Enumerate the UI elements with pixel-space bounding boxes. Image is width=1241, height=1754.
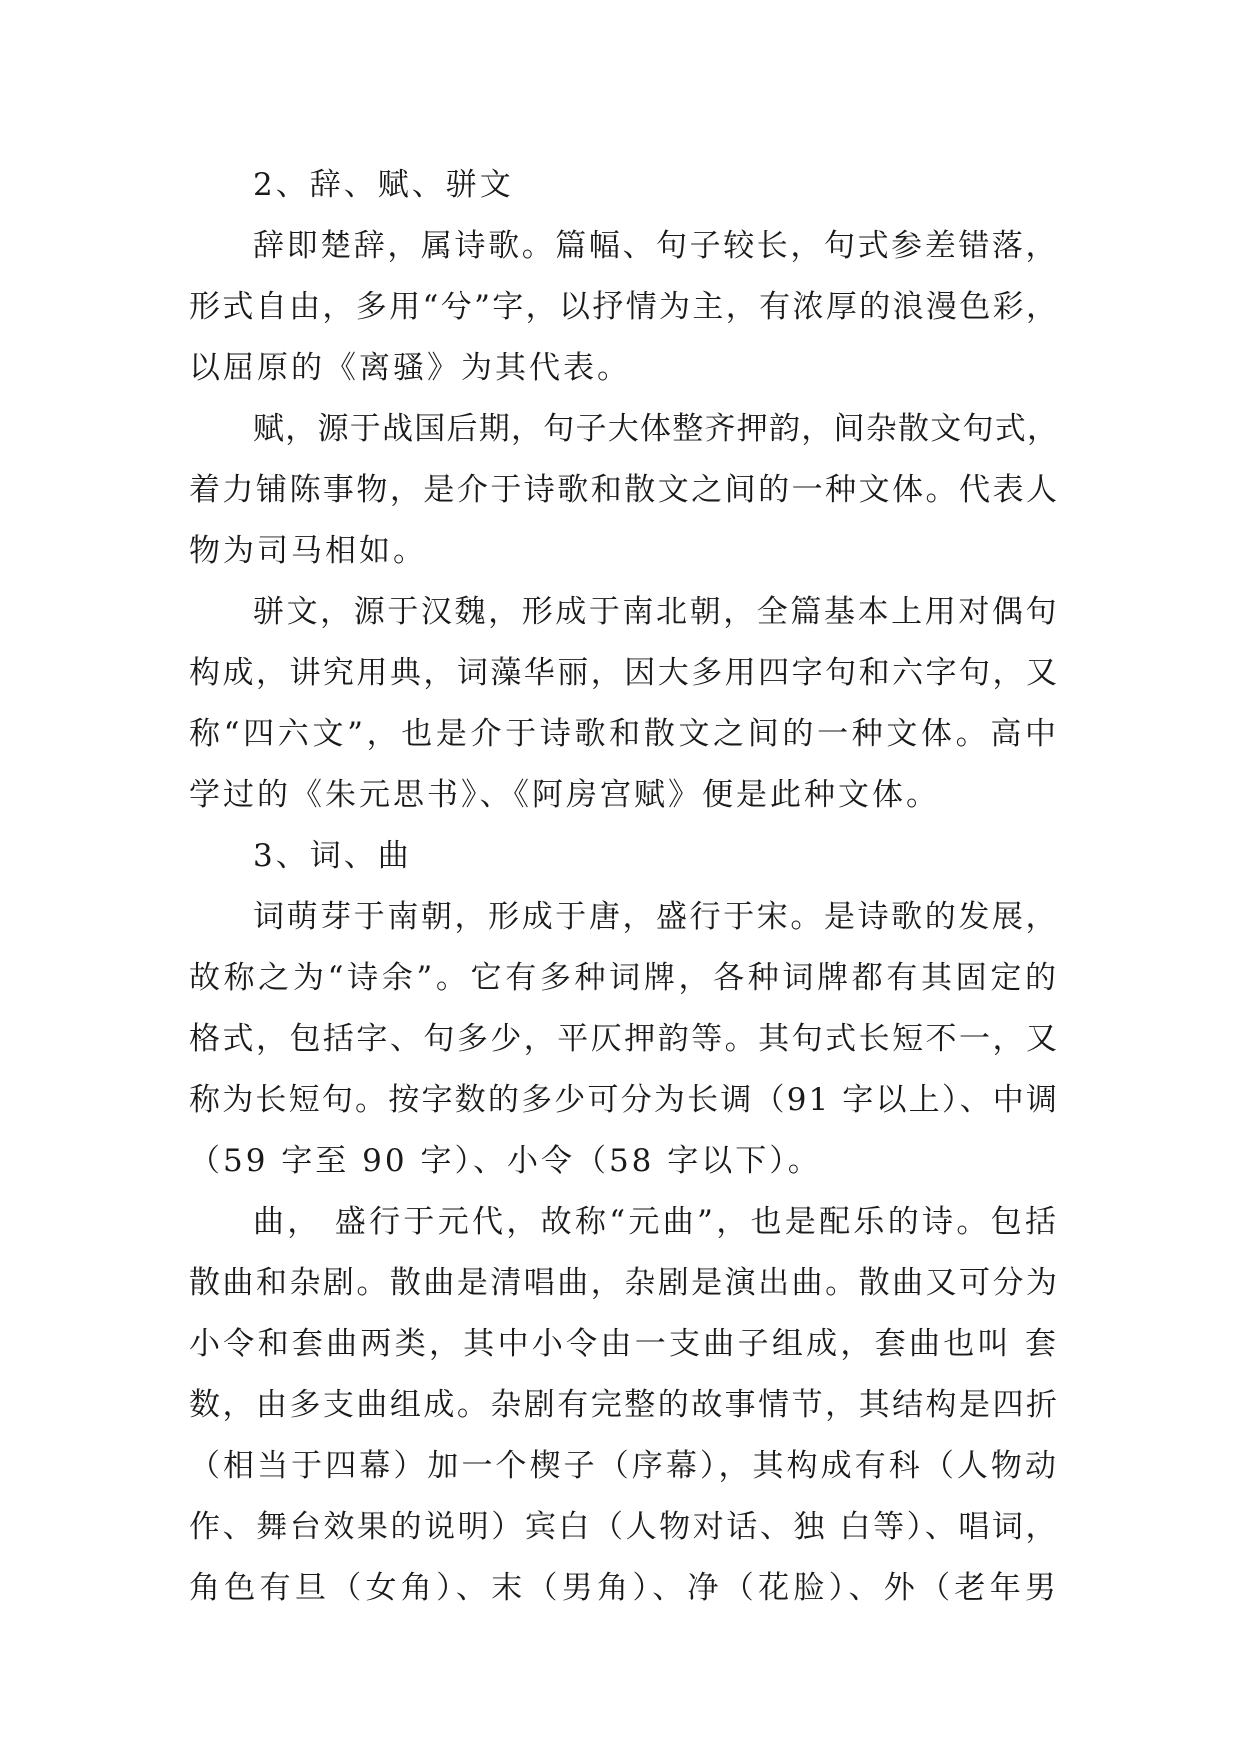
text-line: 辞即楚辞，属诗歌。篇幅、句子较长，句式参差错落，: [253, 228, 1059, 264]
text-line: 故称之为“诗余”。它有多种词牌，各种词牌都有其固定的: [189, 960, 1059, 996]
text-line: 小令和套曲两类，其中小令由一支曲子组成，套曲也叫 套: [189, 1326, 1059, 1362]
text-line: 形式自由，多用“兮”字，以抒情为主，有浓厚的浪漫色彩，: [189, 289, 1059, 325]
text-line: 称为长短句。按字数的多少可分为长调（91 字以上）、中调: [189, 1082, 1059, 1118]
text-line: 2、辞、赋、骈文: [253, 167, 514, 203]
text-line: 构成，讲究用典，词藻华丽，因大多用四字句和六字句，又: [189, 655, 1059, 691]
text-line: 3、词、曲: [253, 838, 412, 874]
text-line: 曲， 盛行于元代，故称“元曲”，也是配乐的诗。包括: [253, 1204, 1059, 1240]
text-line: 格式，包括字、句多少，平仄押韵等。其句式长短不一，又: [189, 1021, 1059, 1057]
text-line: 骈文，源于汉魏，形成于南北朝，全篇基本上用对偶句: [253, 594, 1059, 630]
text-line: 角色有旦（女角）、末（男角）、净（花脸）、外（老年男: [189, 1570, 1059, 1606]
text-line: 词萌芽于南朝，形成于唐，盛行于宋。是诗歌的发展，: [253, 899, 1059, 935]
text-line: 以屈原的《离骚》为其代表。: [189, 350, 631, 386]
text-line: 称“四六文”，也是介于诗歌和散文之间的一种文体。高中: [189, 716, 1059, 752]
text-line: 赋，源于战国后期，句子大体整齐押韵，间杂散文句式，: [253, 411, 1059, 447]
text-line: 学过的《朱元思书》、《阿房宫赋》便是此种文体。: [189, 777, 940, 813]
document-body: [189, 155, 1059, 1619]
text-line: （59 字至 90 字）、小令（58 字以下）。: [189, 1143, 822, 1179]
text-line: 作、舞台效果的说明）宾白（人物对话、独 白等）、唱词，: [189, 1509, 1059, 1545]
text-line: 物为司马相如。: [189, 533, 427, 569]
text-line: 数，由多支曲组成。杂剧有完整的故事情节，其结构是四折: [189, 1387, 1059, 1423]
text-line: （相当于四幕）加一个楔子（序幕），其构成有科（人物动: [189, 1448, 1059, 1484]
text-line: 散曲和杂剧。散曲是清唱曲，杂剧是演出曲。散曲又可分为: [189, 1265, 1059, 1301]
text-line: 着力铺陈事物，是介于诗歌和散文之间的一种文体。代表人: [189, 472, 1059, 508]
